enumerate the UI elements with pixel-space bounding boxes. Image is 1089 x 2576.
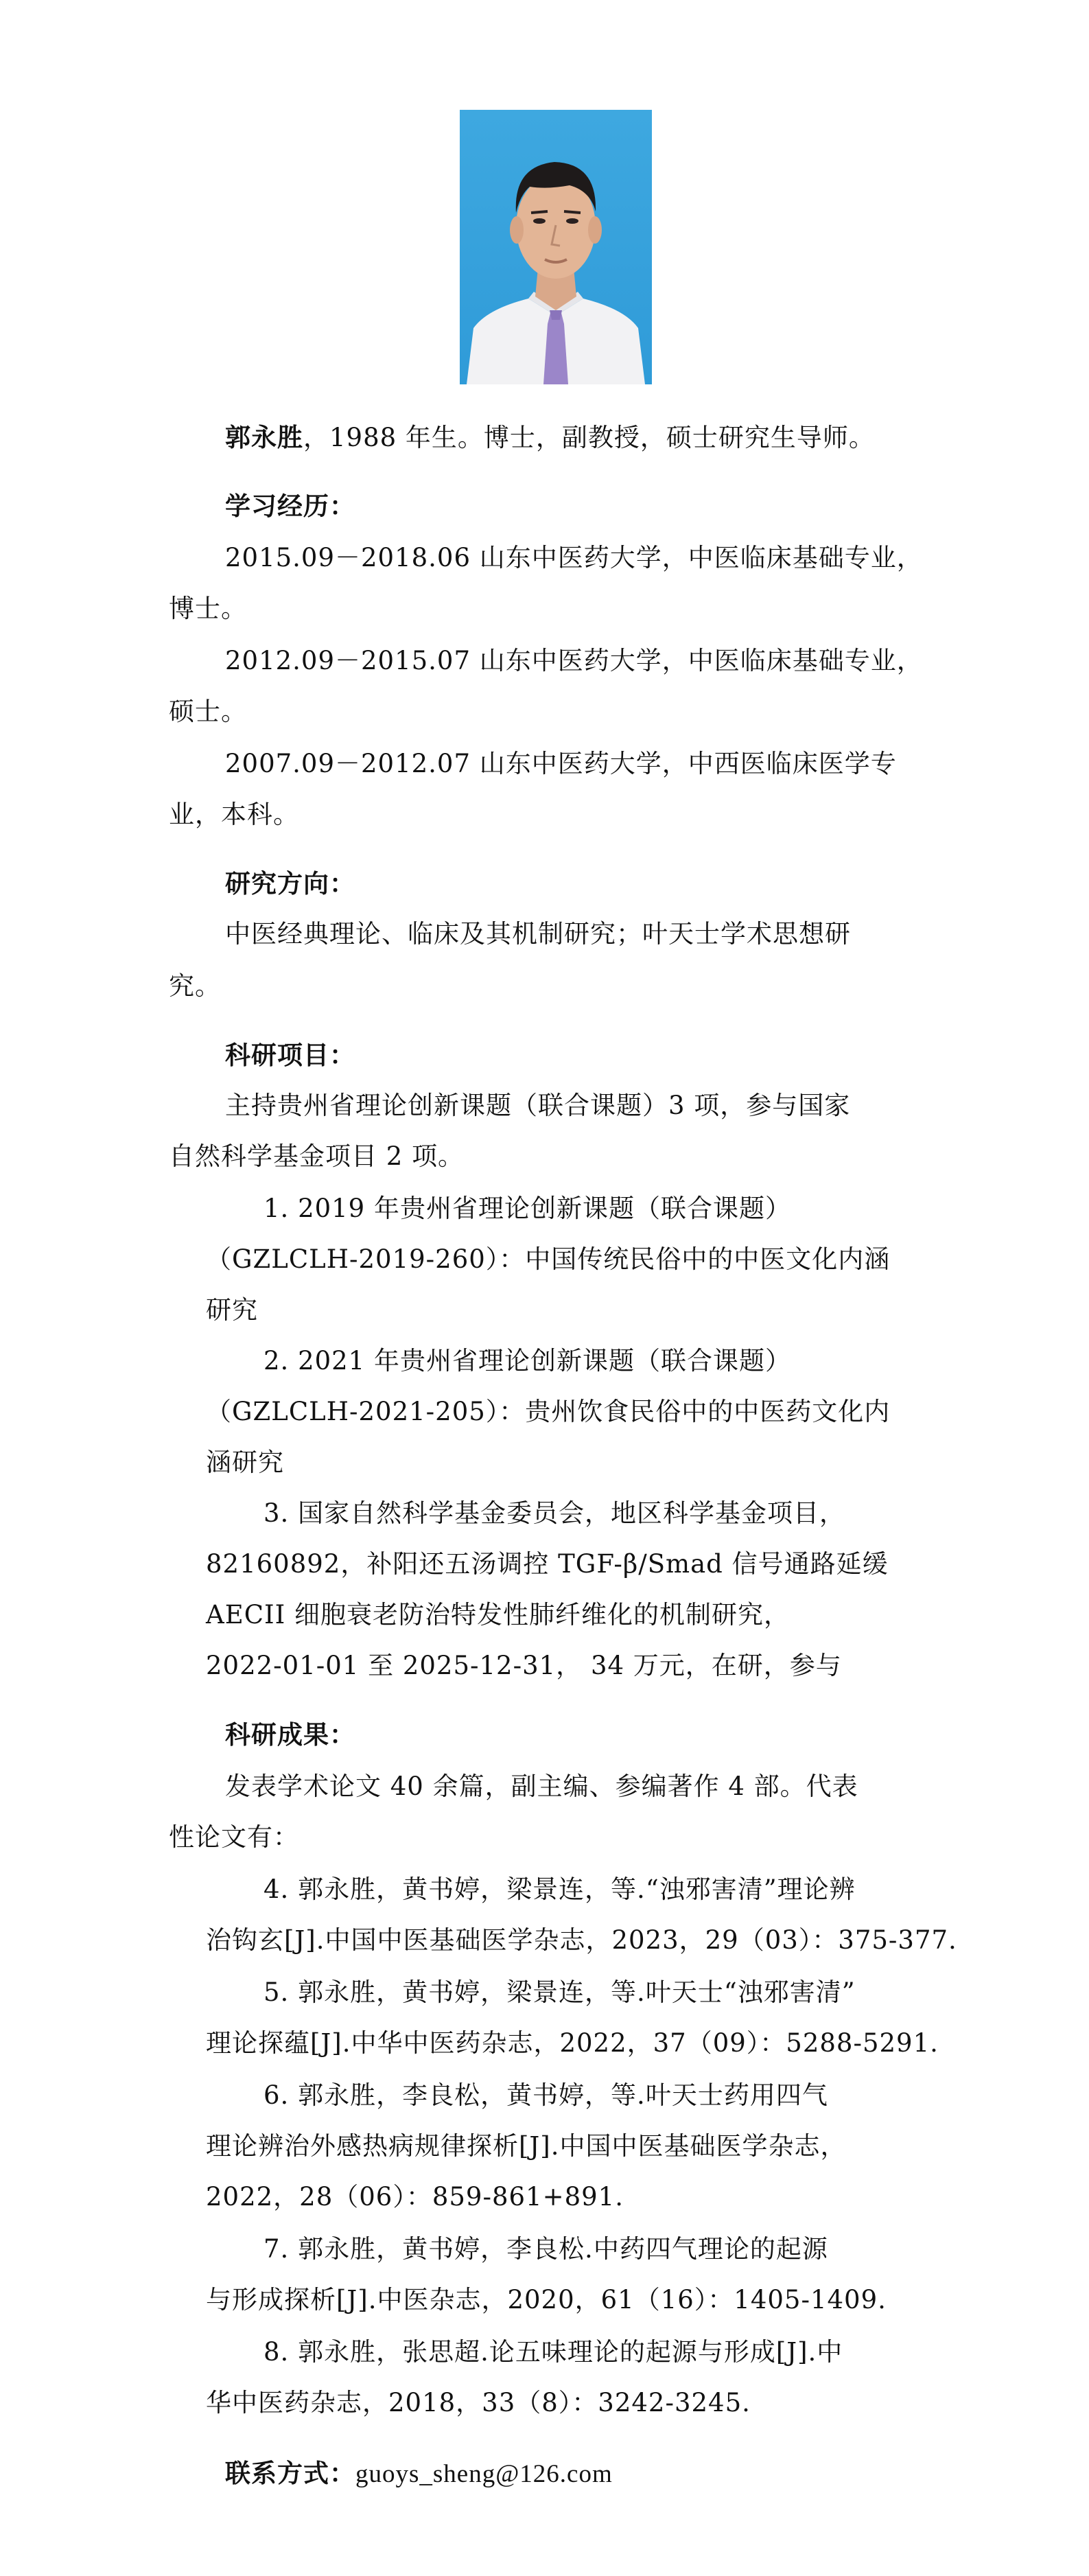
paper-5-line2: 理论探蕴[J].中华中医药杂志，2022，37（09）：5288-5291. xyxy=(206,2028,939,2058)
person-intro: ，1988 年生。博士，副教授，硕士研究生导师。 xyxy=(303,423,875,452)
projects-heading: 科研项目： xyxy=(225,1040,355,1070)
projects-summary-line2: 自然科学基金项目 2 项。 xyxy=(169,1141,465,1171)
paper-6-line2: 理论辨治外感热病规律探析[J].中国中医基础医学杂志， xyxy=(206,2131,847,2161)
contact-line xyxy=(225,2448,613,2500)
project-1-line1: 1. 2019 年贵州省理论创新课题（联合课题） xyxy=(264,1194,791,1223)
education-item-3-line2: 业，本科。 xyxy=(169,800,299,829)
education-item-2-line2: 硕士。 xyxy=(169,697,247,726)
intro-line xyxy=(225,412,875,463)
education-item-1-line1: 2015.09－2018.06 山东中医药大学，中医临床基础专业， xyxy=(225,543,923,572)
paper-6-line3: 2022，28（06）：859-861+891. xyxy=(206,2182,624,2212)
paper-4-line1: 4. 郭永胜，黄书婷，梁景连，等.“浊邪害清”理论辨 xyxy=(264,1875,856,1904)
project-3-line2: 82160892，补阳还五汤调控 TGF-β/Smad 信号通路延缓 xyxy=(206,1549,889,1579)
person-name: 郭永胜 xyxy=(225,422,303,452)
education-item-1-line2: 博士。 xyxy=(169,594,247,623)
education-item-2-line1: 2012.09－2015.07 山东中医药大学，中医临床基础专业， xyxy=(225,646,923,675)
project-2-line1: 2. 2021 年贵州省理论创新课题（联合课题） xyxy=(264,1346,791,1376)
project-2-line3: 涵研究 xyxy=(206,1448,284,1477)
achievements-heading: 科研成果： xyxy=(225,1719,355,1750)
paper-8-line1: 8. 郭永胜，张思超.论五味理论的起源与形成[J].中 xyxy=(264,2337,843,2367)
project-2-line2: （GZLCLH-2021-205）：贵州饮食民俗中的中医药文化内 xyxy=(206,1397,891,1426)
education-heading: 学习经历： xyxy=(225,491,355,521)
project-3-line4: 2022-01-01 至 2025-12-31， 34 万元，在研，参与 xyxy=(206,1651,842,1680)
contact-label: 联系方式： xyxy=(225,2458,355,2488)
projects-summary-line1: 主持贵州省理论创新课题（联合课题）3 项，参与国家 xyxy=(225,1091,851,1120)
paper-4-line2: 治钩玄[J].中国中医基础医学杂志，2023，29（03）：375-377. xyxy=(206,1925,957,1955)
paper-8-line2: 华中医药杂志，2018，33（8）：3242-3245. xyxy=(206,2388,751,2417)
achievements-summary-line2: 性论文有： xyxy=(169,1822,299,1852)
education-item-3-line1: 2007.09－2012.07 山东中医药大学，中西医临床医学专 xyxy=(225,749,897,778)
portrait-photo xyxy=(460,110,652,384)
project-3-line1: 3. 国家自然科学基金委员会，地区科学基金项目， xyxy=(264,1498,846,1528)
project-1-line2: （GZLCLH-2019-260）：中国传统民俗中的中医文化内涵 xyxy=(206,1244,891,1274)
research-line2: 究。 xyxy=(169,971,221,1001)
paper-6-line1: 6. 郭永胜，李良松，黄书婷，等.叶天士药用四气 xyxy=(264,2080,828,2110)
project-1-line3: 研究 xyxy=(206,1295,258,1325)
paper-5-line1: 5. 郭永胜，黄书婷，梁景连，等.叶天士“浊邪害清” xyxy=(264,1977,856,2007)
project-3-line3: AECII 细胞衰老防治特发性肺纤维化的机制研究， xyxy=(206,1600,791,1629)
achievements-summary-line1: 发表学术论文 40 余篇，副主编、参编著作 4 部。代表 xyxy=(225,1772,858,1801)
paper-7-line1: 7. 郭永胜，黄书婷，李良松.中药四气理论的起源 xyxy=(264,2234,828,2264)
research-line1: 中医经典理论、临床及其机制研究；叶天士学术思想研 xyxy=(225,919,851,949)
contact-email[interactable]: guoys_sheng@126.com xyxy=(355,2460,613,2488)
research-heading: 研究方向： xyxy=(225,868,355,898)
paper-7-line2: 与形成探析[J].中医杂志，2020，61（16）：1405-1409. xyxy=(206,2285,887,2314)
